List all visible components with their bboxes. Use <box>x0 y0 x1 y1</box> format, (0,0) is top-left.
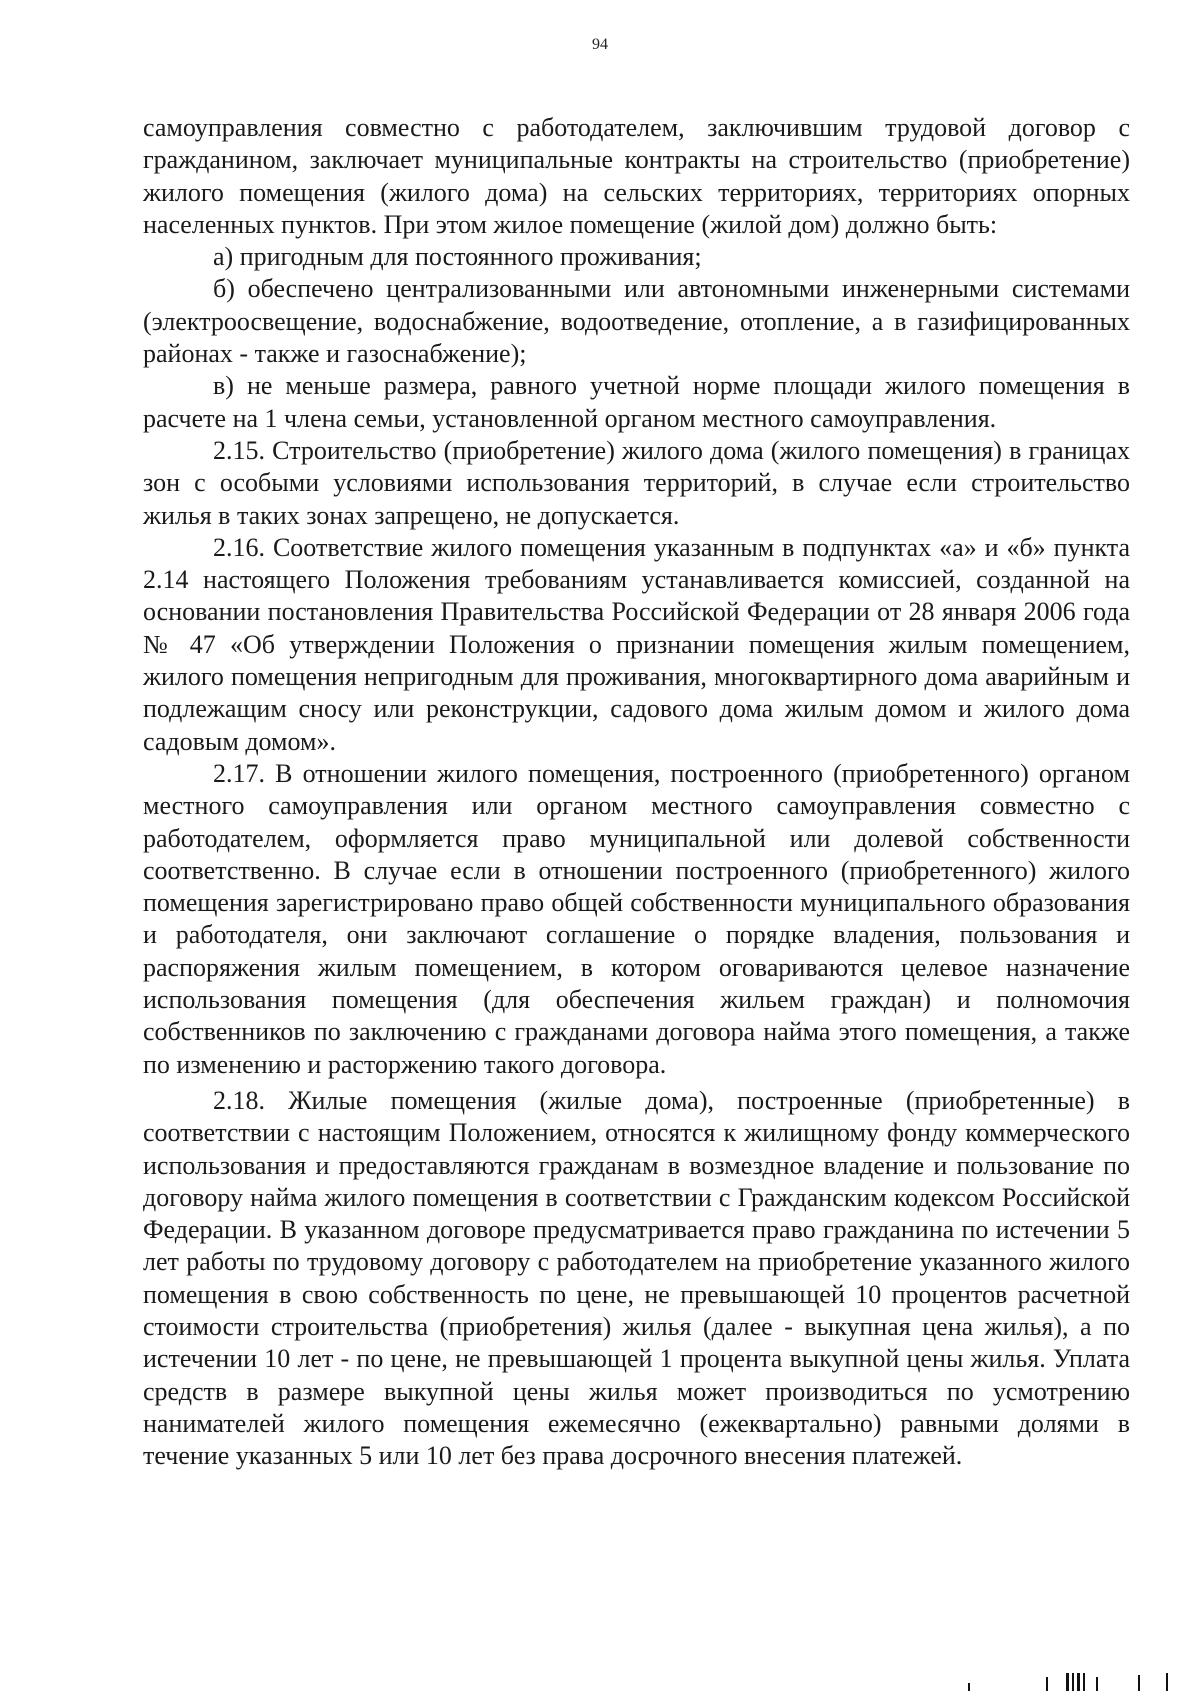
clause-2-16: 2.16. Соответствие жилого помещения указанным в подпунктах «а» и «б» пункта 2.14 настоящего Положения требованиям устанавливается комиссией, созданной на основании постановления Правительства Российской Федерации от 28 января 2006 года № 47 «Об утверждении Положения о признании помещения жилым помещением, жилого помещения непригодным для проживания, многоквартирного дома аварийным и подлежащим сносу или реконструкции, садового дома жилым домом и жилого дома садовым домом». <box>143 532 1130 756</box>
clause-2-18: 2.18. Жилые помещения (жилые дома), построенные (приобретенные) в соответствии с настоящим Положением, относятся к жилищному фонду коммерческого использования и предоставляются гражданам в возмездное владение и пользование по договору найма жилого помещения в соответствии с Гражданским кодексом Российской Федерации. В указанном договоре предусматривается право гражданина по истечении 5 лет работы по трудовому договору с работодателем на приобретение указанного жилого помещения в свою собственность по цене, не превышающей 10 процентов расчетной стоимости строительства (приобретения) жилья (далее - выкупная цена жилья), а по истечении 10 лет - по цене, не превышающей 1 процента выкупной цены жилья. Уплата средств в размере выкупной цены жилья может производиться по усмотрению нанимателей жилого помещения ежемесячно (ежеквартально) равными долями в течение указанных 5 или 10 лет без права досрочного внесения платежей. <box>143 1085 1130 1471</box>
clause-2-17: 2.17. В отношении жилого помещения, построенного (приобретенного) органом местного самоуправления или органом местного самоуправления совместно с работодателем, оформляется право муниципальной или долевой собственности соответственно. В случае если в отношении построенного (приобретенного) жилого помещения зарегистрировано право общей собственности муниципального образования и работодателя, они заключают соглашение о порядке владения, пользования и распоряжения жилым помещением, в котором оговариваются целевое назначение использования помещения (для обеспечения жильем граждан) и полномочия собственников по заключению с гражданами договора найма этого помещения, а также по изменению и расторжению такого договора. <box>143 758 1130 1079</box>
document-body <box>143 112 1130 1472</box>
list-item-a: а) пригодным для постоянного проживания; <box>213 242 702 272</box>
page-number: 94 <box>592 36 608 53</box>
list-item-b: б) обеспечено централизованными или автономными инженерными системами (электроосвещение, водоснабжение, водоотведение, отопление, а в газифицированных районах - также и газоснабжение); <box>143 274 1130 369</box>
clause-2-15: 2.15. Строительство (приобретение) жилого дома (жилого помещения) в границах зон с особыми условиями использования территорий, в случае если строительство жилья в таких зонах запрещено, не допускается. <box>143 435 1130 530</box>
list-item-c: в) не меньше размера, равного учетной норме площади жилого помещения в расчете на 1 члена семьи, установленной органом местного самоуправления. <box>143 371 1130 433</box>
scan-edge-marks <box>926 1671 1176 1691</box>
paragraph-continuation: самоуправления совместно с работодателем, заключившим трудовой договор с гражданином, заключает муниципальные контракты на строительство (приобретение) жилого помещения (жилого дома) на сельских территориях, территориях опорных населенных пунктов. При этом жилое помещение (жилой дом) должно быть: <box>143 113 1130 239</box>
